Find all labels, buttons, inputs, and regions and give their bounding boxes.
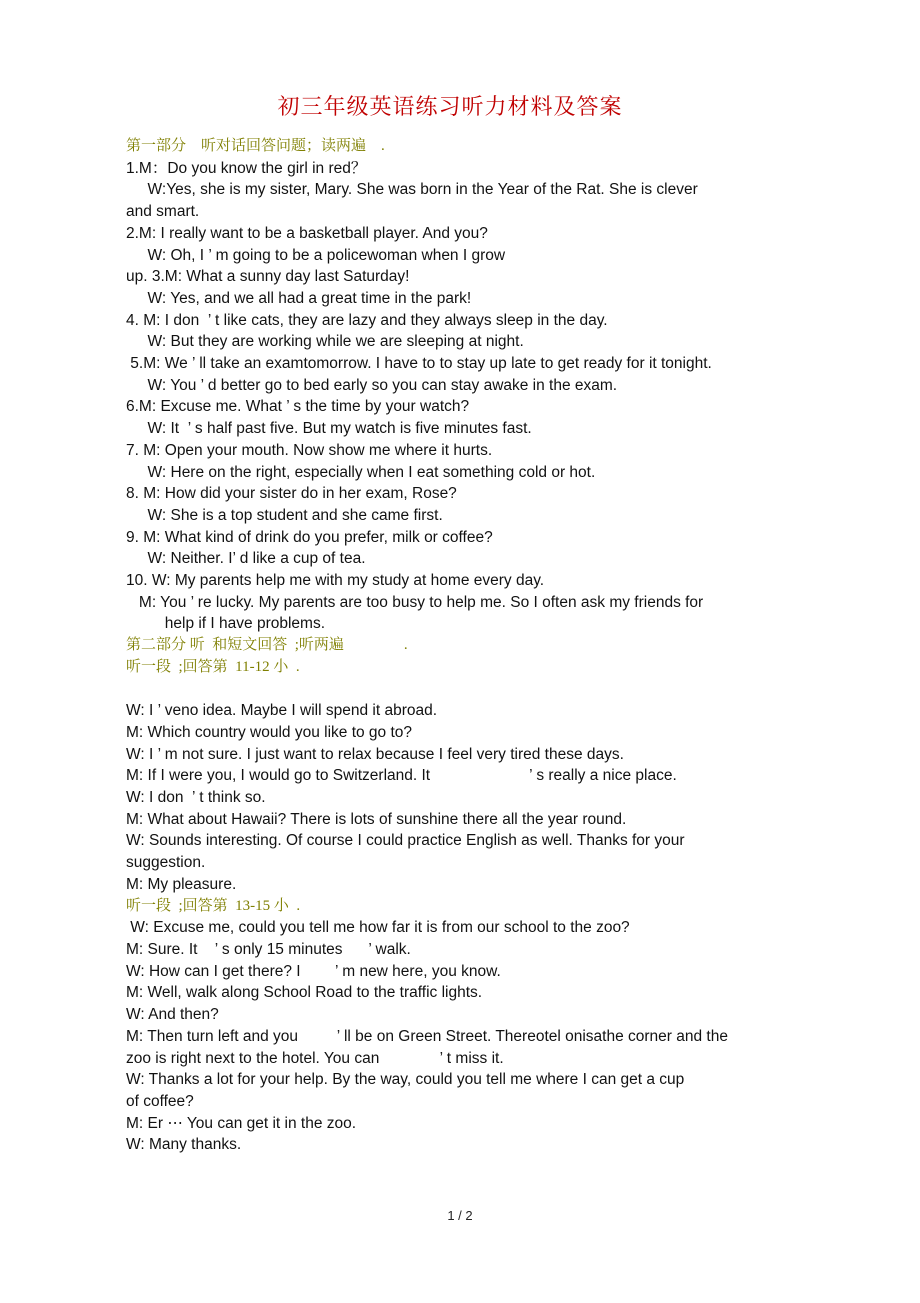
transcript-line: zoo is right next to the hotel. You can ’ t miss it.	[126, 1049, 504, 1067]
transcript-line: W: I ’ m not sure. I just want to relax because I feel very tired these days.	[126, 745, 624, 763]
transcript-line: 10. W: My parents help me with my study at home every day.	[126, 572, 545, 590]
section-heading: 听一段 ;回答第 13-15 小 .	[126, 897, 301, 914]
transcript-line: and smart.	[126, 203, 200, 221]
transcript-line: W: You ’ d better go to bed early so you can stay awake in the exam.	[126, 376, 618, 394]
transcript-line: W: Excuse me, could you tell me how far it is from our school to the zoo?	[126, 919, 630, 937]
transcript-line: M: Er ⋯ You can get it in the zoo.	[126, 1114, 357, 1132]
page-title: 初三年级英语练习听力材料及答案	[277, 94, 623, 119]
transcript-line: 7. M: Open your mouth. Now show me where it hurts.	[126, 441, 493, 459]
transcript-line: M: If I were you, I would go to Switzerland. It ’ s really a nice place.	[126, 767, 677, 785]
transcript-line: W: Thanks a lot for your help. By the way, could you tell me where I can get a cup	[126, 1071, 685, 1089]
transcript-lines	[126, 136, 906, 1156]
transcript-line: W: Yes, and we all had a great time in the park!	[126, 289, 472, 307]
transcript-line: M: Which country would you like to go to?	[126, 723, 413, 741]
transcript-line: up. 3.M: What a sunny day last Saturday!	[126, 268, 410, 286]
transcript-line: M: Then turn left and you ’ ll be on Green Street. Thereotel onisathe corner and the	[126, 1027, 728, 1045]
transcript-line: M: Well, walk along School Road to the traffic lights.	[126, 984, 483, 1002]
transcript-line: M: Sure. It ’ s only 15 minutes ’ walk.	[126, 941, 411, 958]
transcript-line: 2.M: I really want to be a basketball player. And you?	[126, 224, 488, 242]
transcript-line: 9. M: What kind of drink do you prefer, milk or coffee?	[126, 528, 493, 546]
transcript-line: of coffee?	[126, 1092, 194, 1110]
transcript-line: M: What about Hawaii? There is lots of sunshine there all the year round.	[126, 810, 627, 828]
section-heading: 第一部分 听对话回答问题；读两遍 .	[126, 138, 385, 154]
section-heading: 听一段 ;回答第 11-12 小 .	[126, 658, 300, 675]
transcript-line: W:Yes, she is my sister, Mary. She was born in the Year of the Rat. She is clever	[126, 181, 698, 199]
transcript-line: 6.M: Excuse me. What ’ s the time by your watch?	[126, 398, 470, 416]
transcript-line: suggestion.	[126, 854, 206, 872]
transcript-line: help if I have problems.	[126, 615, 326, 633]
transcript-line: W: Sounds interesting. Of course I could practice English as well. Thanks for your	[126, 832, 685, 850]
transcript-line: 1.M：Do you know the girl in red？	[126, 159, 367, 177]
transcript-line: W: And then?	[126, 1006, 219, 1024]
page-number: 1 / 2	[447, 1208, 473, 1223]
transcript-line: 4. M: I don ’ t like cats, they are lazy and they always sleep in the day.	[126, 311, 608, 329]
transcript-line: W: Here on the right, especially when I eat something cold or hot.	[126, 463, 596, 481]
transcript-line: W: Many thanks.	[126, 1136, 242, 1154]
transcript-line: W: She is a top student and she came first.	[126, 506, 443, 524]
transcript-line: W: I don ’ t think so.	[126, 789, 266, 807]
transcript-line: W: But they are working while we are sleeping at night.	[126, 333, 524, 351]
transcript-line: M: You ’ re lucky. My parents are too busy to help me. So I often ask my friends for	[126, 593, 704, 611]
transcript-line: W: It ’ s half past five. But my watch is five minutes fast.	[126, 420, 532, 438]
transcript-line: W: I ’ veno idea. Maybe I will spend it abroad.	[126, 702, 438, 720]
transcript-line	[126, 679, 906, 701]
transcript-line: W: Oh, I ’ m going to be a policewoman when I grow	[126, 246, 506, 264]
section-heading: 第二部分 听 和短文回答 ;听两遍 .	[126, 637, 408, 654]
transcript-line: W: Neither. I’ d like a cup of tea.	[126, 550, 366, 568]
transcript-line: W: How can I get there? I ’ m new here, you know.	[126, 962, 501, 980]
transcript-line: 5.M: We ’ ll take an examtomorrow. I have to to stay up late to get ready for it tonight.	[126, 355, 712, 373]
transcript-line: 8. M: How did your sister do in her exam, Rose?	[126, 485, 457, 503]
transcript-line: M: My pleasure.	[126, 875, 237, 893]
